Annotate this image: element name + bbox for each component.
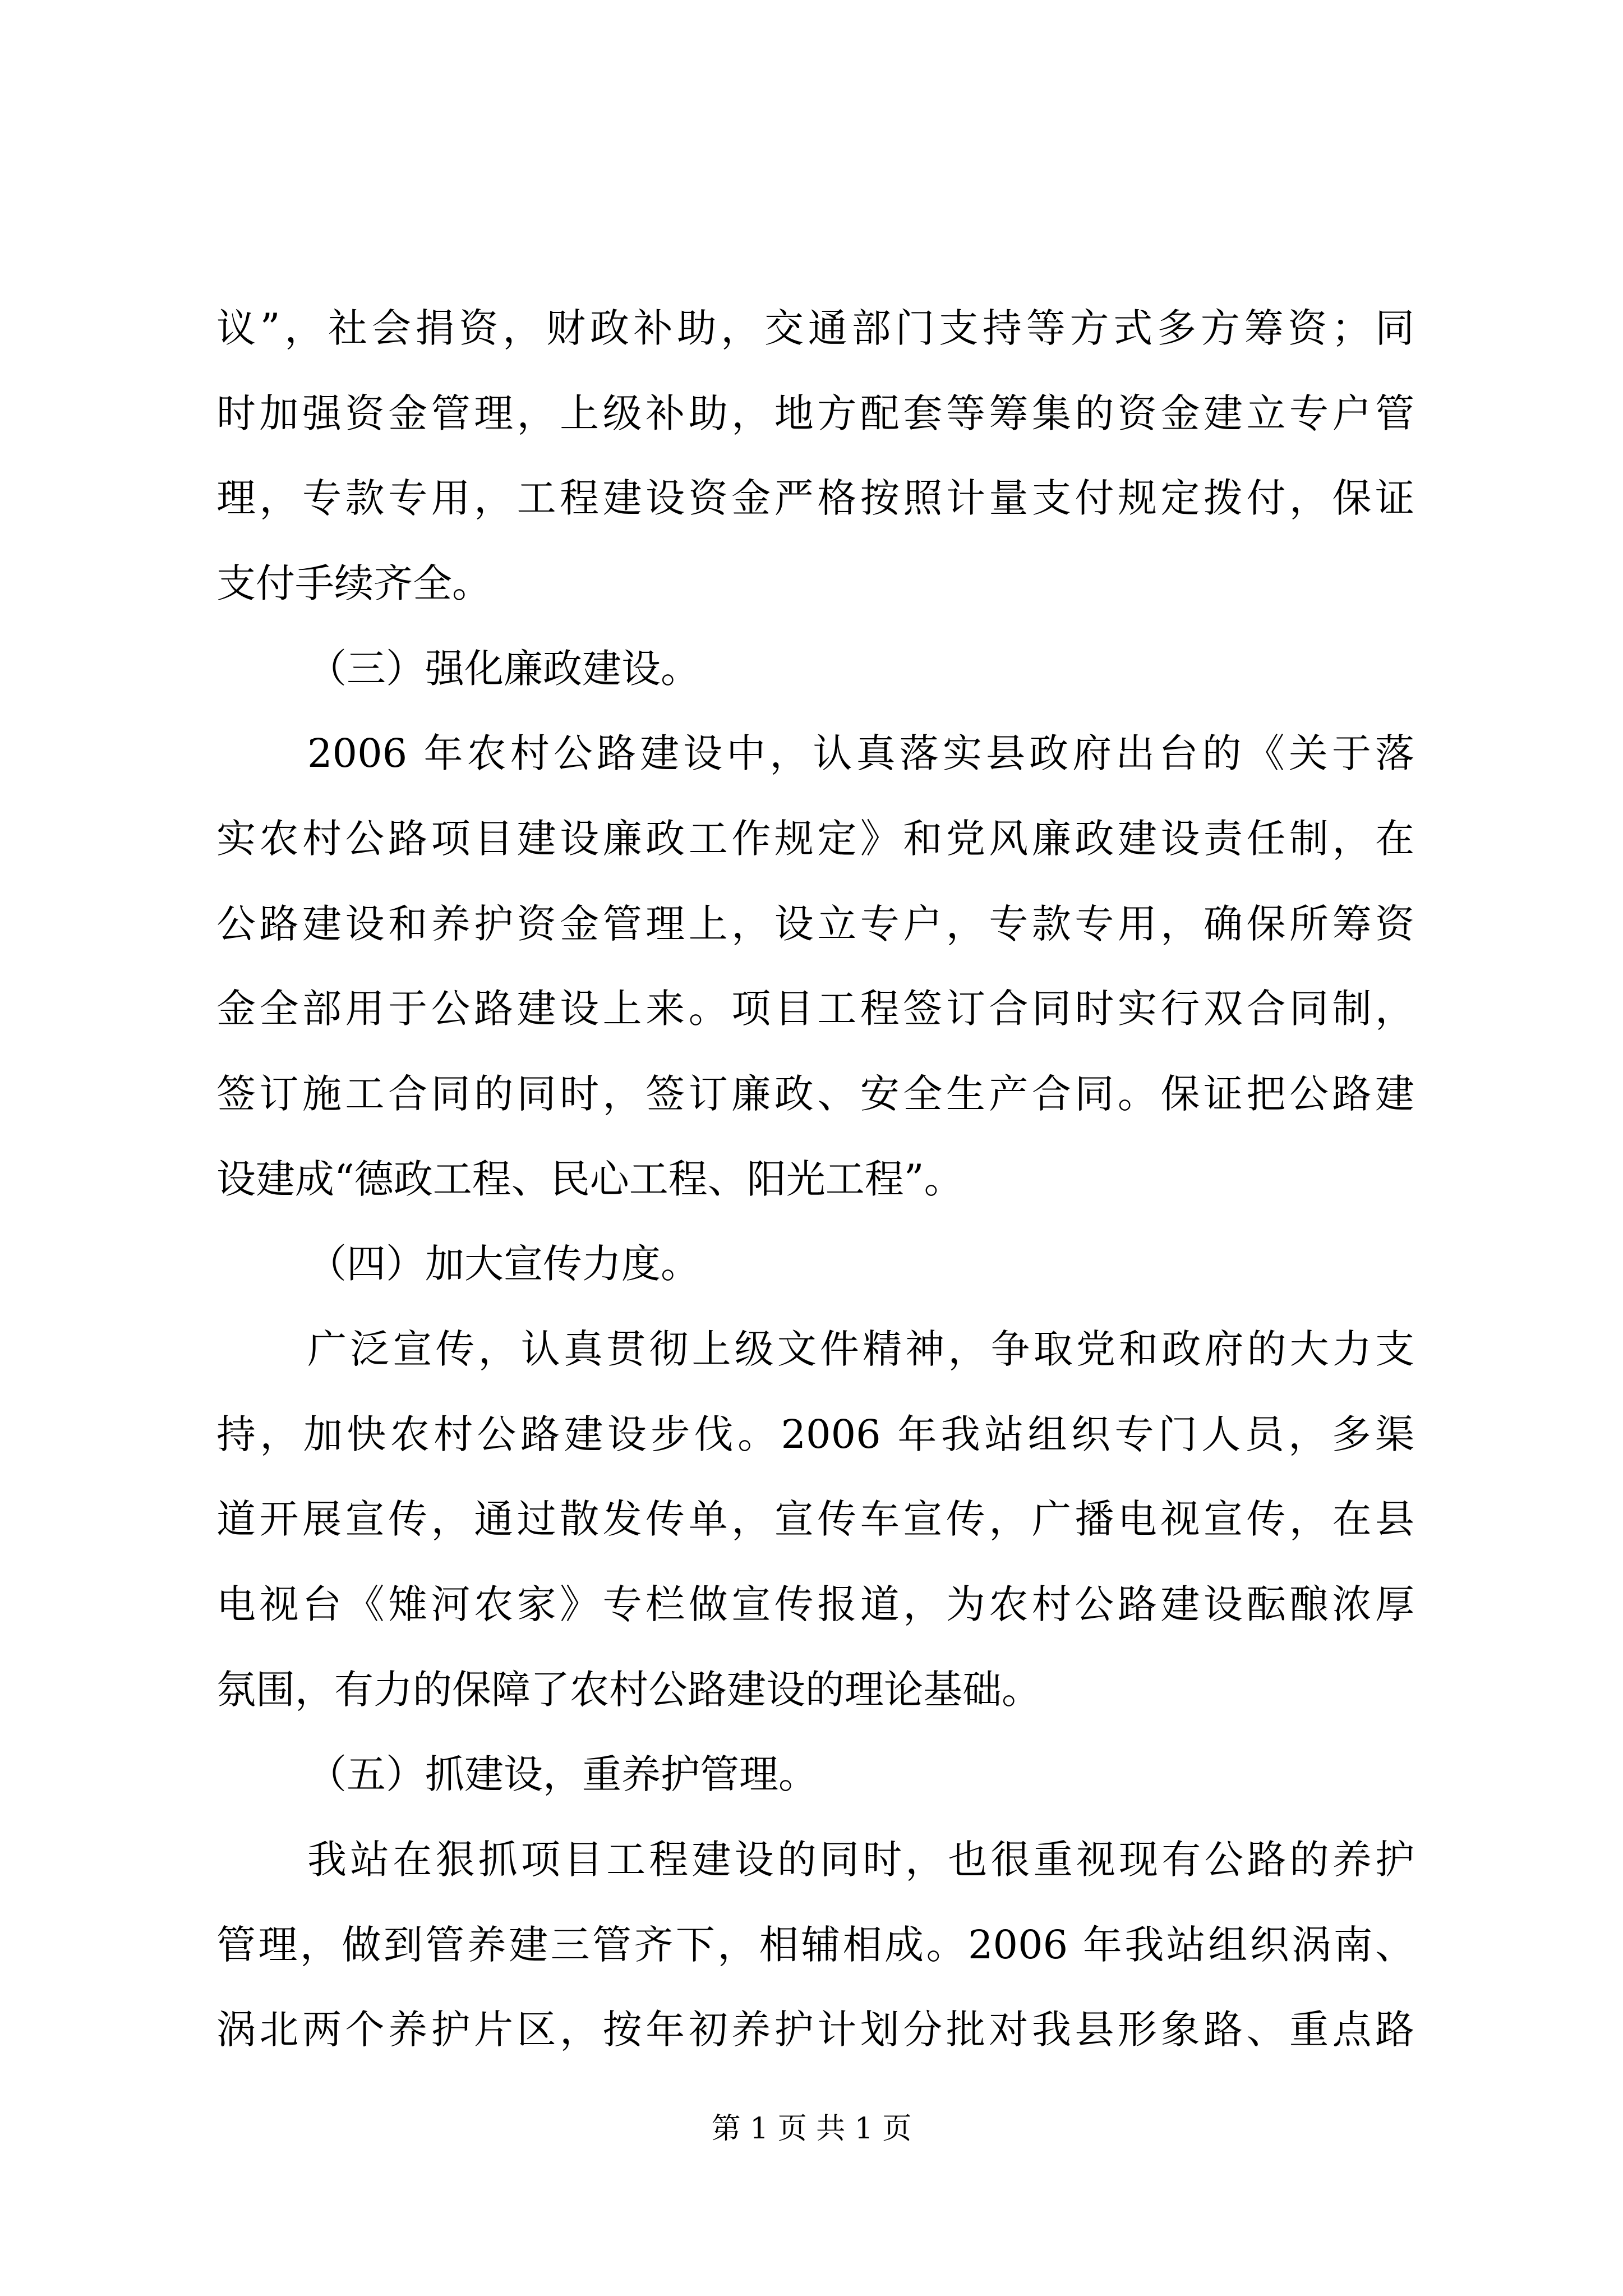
body-text-line: 议”，社会捐资，财政补助，交通部门支持等方式多方筹资；同 — [216, 305, 1414, 351]
body-text-line: 实农村公路项目建设廉政工作规定》和党风廉政建设责任制，在 — [216, 816, 1414, 862]
body-text-line: 涡北两个养护片区，按年初养护计划分批对我县形象路、重点路 — [216, 2007, 1414, 2053]
body-text-line: 持，加快农村公路建设步伐。2006 年我站组织专门人员，多渠 — [216, 1411, 1414, 1457]
body-text-line: 道开展宣传，通过散发传单，宣传车宣传，广播电视宣传，在县 — [216, 1496, 1414, 1542]
body-text-line: 支付手续齐全。 — [216, 560, 491, 606]
body-text-line: 金全部用于公路建设上来。项目工程签订合同时实行双合同制， — [216, 986, 1414, 1032]
body-text-line: 我站在狠抓项目工程建设的同时，也很重视现有公路的养护 — [307, 1837, 1414, 1883]
body-text-line: 公路建设和养护资金管理上，设立专户，专款专用，确保所筹资 — [216, 901, 1414, 947]
body-text-line: 电视台《雉河农家》专栏做宣传报道，为农村公路建设酝酿浓厚 — [216, 1581, 1414, 1627]
section-heading: （三）强化廉政建设。 — [307, 646, 700, 692]
section-heading: （五）抓建设，重养护管理。 — [307, 1751, 818, 1797]
body-text-line: 理，专款专用，工程建设资金严格按照计量支付规定拨付，保证 — [216, 475, 1414, 521]
body-text-line: 管理，做到管养建三管齐下，相辅相成。2006 年我站组织涡南、 — [216, 1922, 1414, 1968]
section-heading: （四）加大宣传力度。 — [307, 1241, 700, 1287]
page-number-footer: 第 1 页 共 1 页 — [711, 2112, 912, 2146]
body-text-line: 氛围，有力的保障了农村公路建设的理论基础。 — [216, 1667, 1041, 1713]
body-text-line: 设建成“德政工程、民心工程、阳光工程”。 — [216, 1156, 963, 1202]
body-text-line: 广泛宣传，认真贯彻上级文件精神，争取党和政府的大力支 — [307, 1326, 1414, 1372]
body-text-line: 签订施工合同的同时，签订廉政、安全生产合同。保证把公路建 — [216, 1071, 1414, 1117]
body-text-line: 2006 年农村公路建设中，认真落实县政府出台的《关于落 — [307, 730, 1414, 776]
body-text-line: 时加强资金管理，上级补助，地方配套等筹集的资金建立专户管 — [216, 390, 1414, 436]
